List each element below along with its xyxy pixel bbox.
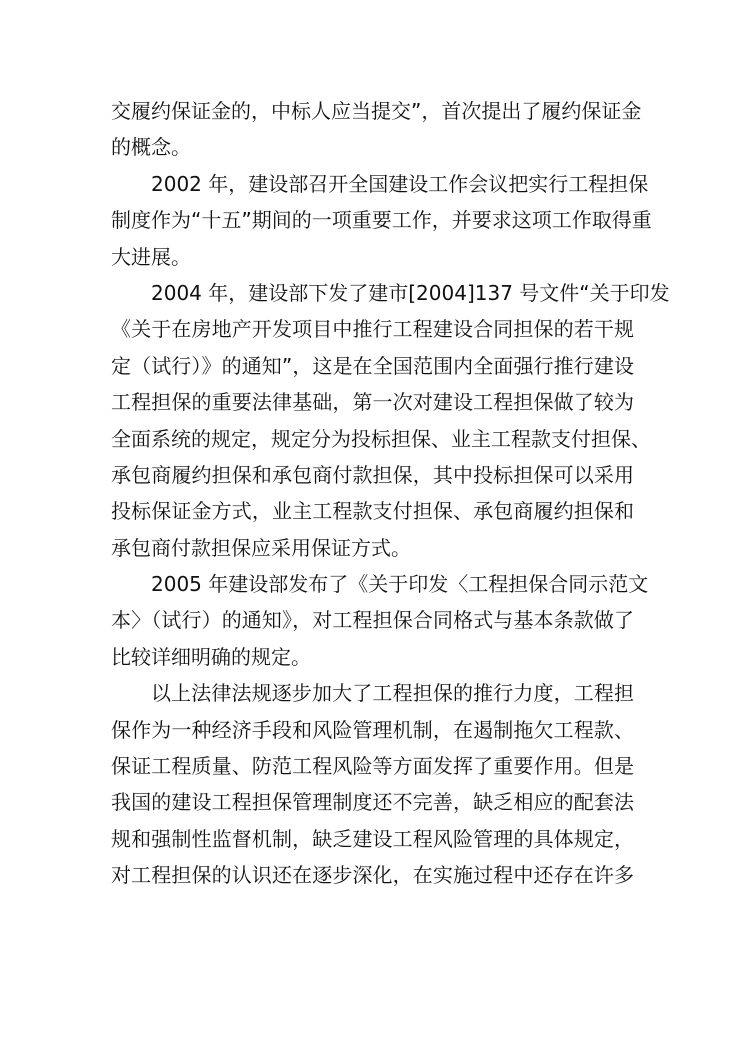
text-line: 规和强制性监督机制，缺乏建设工程风险管理的具体规定， <box>111 826 634 851</box>
text-line: 工程担保的重要法律基础，第一次对建设工程担保做了较为 <box>111 390 634 415</box>
text-line: 全面系统的规定，规定分为投标担保、业主工程款支付担保、 <box>111 426 651 451</box>
text-line: 我国的建设工程担保管理制度还不完善，缺乏相应的配套法 <box>111 790 634 815</box>
paragraph-2 <box>111 166 652 275</box>
text-line: 2005 年建设部发布了《关于印发〈工程担保合同示范文 <box>151 572 649 597</box>
text-line: 承包商履约担保和承包商付款担保，其中投标担保可以采用 <box>111 462 634 487</box>
body-text <box>111 93 670 894</box>
text-line: 保作为一种经济手段和风险管理机制，在遏制拖欠工程款、 <box>111 717 634 742</box>
text-line: 定（试行）》的通知”，这是在全国范围内全面强行推行建设 <box>111 353 634 378</box>
text-line: 对工程担保的认识还在逐步深化，在实施过程中还存在许多 <box>111 863 634 888</box>
text-line: 制度作为“十五”期间的一项重要工作，并要求这项工作取得重 <box>111 208 652 233</box>
text-line: 本〉（试行）的通知》，对工程担保合同格式与基本条款做了 <box>111 608 634 633</box>
paragraph-4 <box>111 566 649 675</box>
text-line: 《关于在房地产开发项目中推行工程建设合同担保的若干规 <box>111 317 634 342</box>
text-line: 比较详细明确的规定。 <box>111 644 311 669</box>
text-line: 大进展。 <box>111 244 191 269</box>
text-line: 承包商付款担保应采用保证方式。 <box>111 535 411 560</box>
text-line: 以上法律法规逐步加大了工程担保的推行力度，工程担 <box>151 681 634 706</box>
text-line: 2004 年，建设部下发了建市[2004]137 号文件“关于印发 <box>151 280 670 305</box>
text-line: 投标保证金方式，业主工程款支付担保、承包商履约担保和 <box>111 499 634 524</box>
text-line: 交履约保证金的，中标人应当提交”，首次提出了履约保证金 <box>111 99 642 123</box>
paragraph-5 <box>111 675 634 893</box>
text-line: 保证工程质量、防范工程风险等方面发挥了重要作用。但是 <box>111 754 634 779</box>
paragraph-3 <box>111 275 670 566</box>
paragraph-1 <box>111 93 642 166</box>
text-line: 的概念。 <box>111 135 191 160</box>
text-line: 2002 年，建设部召开全国建设工作会议把实行工程担保 <box>151 171 649 196</box>
